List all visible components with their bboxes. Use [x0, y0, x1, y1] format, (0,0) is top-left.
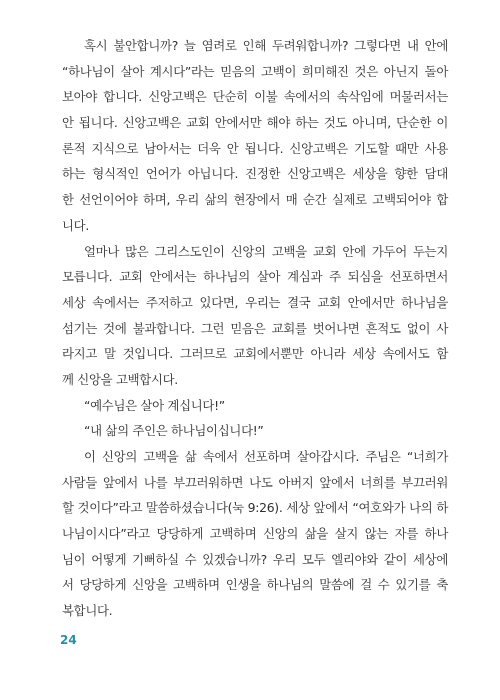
text-line: “하나님이 살아 계시다”라는 믿음의 고백이 희미해진 것은 아닌지 돌아 [62, 63, 448, 79]
page-number: 24 [60, 633, 77, 647]
text-line: 니다. [62, 217, 89, 233]
text-line: 세상 속에서는 주저하고 있다면, 우리는 결국 교회 안에서만 하나님을 [62, 294, 448, 310]
text-line: 한 선언이어야 하며, 우리 삶의 현장에서 매 순간 실제로 고백되어야 합 [62, 192, 448, 208]
text-line: 복합니다. [62, 603, 113, 619]
text-line: 모릅니다. 교회 안에서는 하나님의 살아 계심과 주 되심을 선포하면서 [62, 269, 448, 285]
quote-line: “예수님은 살아 계십니다!” [84, 397, 225, 413]
quote-line: “내 삶의 주인은 하나님이십니다!” [84, 423, 264, 439]
body-text [62, 33, 448, 624]
text-line: 라지고 말 것입니다. 그러므로 교회에서뿐만 아니라 세상 속에서도 함 [62, 346, 448, 362]
text-line: 이 신앙의 고백을 삶 속에서 선포하며 살아갑시다. 주님은 “너희가 [84, 449, 448, 464]
text-line: 께 신앙을 고백합시다. [62, 371, 178, 387]
text-line: 서 당당하게 신앙을 고백하며 인생을 하나님의 말씀에 걸 수 있기를 축 [62, 577, 448, 593]
text-line: 론적 지식으로 남아서는 더욱 안 됩니다. 신앙고백은 기도할 때만 사용 [62, 140, 448, 156]
text-line: 할 것이다”라고 말씀하셨습니다(눅 9:26). 세상 앞에서 “여호와가 나의 하 [62, 500, 448, 516]
text-line: 안 됩니다. 신앙고백은 교회 안에서만 해야 하는 것도 아니며, 단순한 이 [62, 115, 448, 131]
text-line: 혹시 불안합니까? 늘 염려로 인해 두려워합니까? 그렇다면 내 안에 [84, 38, 448, 53]
text-line: 나님이시다”라고 당당하게 고백하며 신앙의 삶을 살지 않는 자를 하나 [62, 526, 448, 542]
text-line: 님이 어떻게 기뻐하실 수 있겠습니까? 우리 모두 엘리야와 같이 세상에 [62, 551, 448, 567]
text-line: 섬기는 것에 불과합니다. 그런 믿음은 교회를 벗어나면 흔적도 없이 사 [62, 320, 448, 336]
text-line: 보아야 합니다. 신앙고백은 단순히 이불 속에서의 속삭임에 머물러서는 [62, 89, 448, 105]
text-line: 하는 형식적인 언어가 아닙니다. 진정한 신앙고백은 세상을 향한 담대 [62, 166, 448, 182]
text-line: 얼마나 많은 그리스도인이 신앙의 고백을 교회 안에 가두어 두는지 [84, 243, 448, 259]
text-line: 사람들 앞에서 나를 부끄러워하면 나도 아버지 앞에서 너희를 부끄러워 [62, 474, 448, 490]
